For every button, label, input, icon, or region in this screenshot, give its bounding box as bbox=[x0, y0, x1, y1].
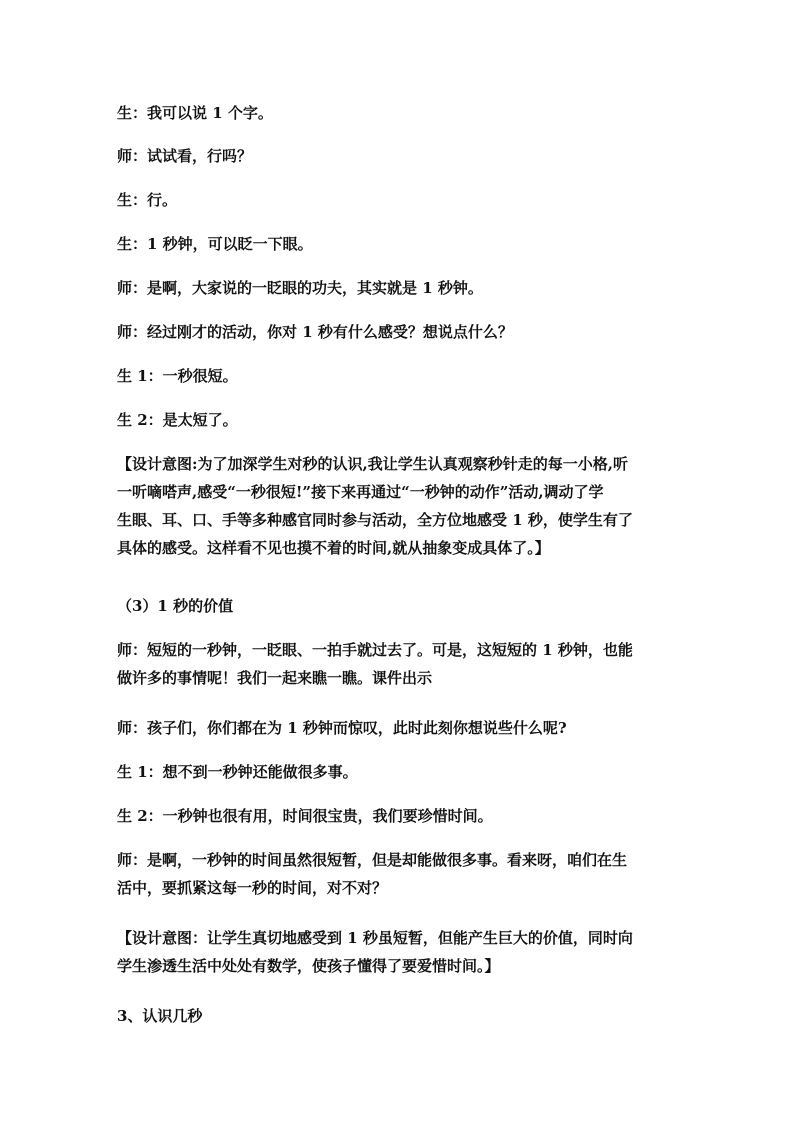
dialogue-line bbox=[117, 274, 677, 302]
dialogue-line bbox=[117, 846, 677, 902]
section-heading bbox=[117, 592, 677, 620]
dialogue-line bbox=[117, 186, 677, 214]
dialogue-line bbox=[117, 758, 677, 786]
text-line: 【设计意图：让学生真切地感受到 1 秒虽短暂，但能产生巨大的价值，同时向 bbox=[117, 929, 633, 947]
text-line: 生 2：是太短了。 bbox=[117, 411, 238, 429]
dialogue-line bbox=[117, 362, 677, 390]
text-line: 具体的感受。这样看不见也摸不着的时间,就从抽象变成具体了。】 bbox=[117, 539, 550, 557]
dialogue-line bbox=[117, 318, 677, 346]
text-line: 一听嘀嗒声,感受“一秒很短!”接下来再通过“一秒钟的动作”活动,调动了学 bbox=[117, 483, 604, 501]
text-line: 做许多的事情呢！我们一起来瞧一瞧。课件出示 bbox=[117, 669, 433, 687]
text-line: 师：短短的一秒钟，一眨眼、一拍手就过去了。可是，这短短的 1 秒钟，也能 bbox=[117, 641, 633, 659]
text-line: 学生渗透生活中处处有数学，使孩子懂得了要爱惜时间。】 bbox=[117, 957, 500, 975]
text-line: 师：经过刚才的活动，你对 1 秒有什么感受？想说点什么？ bbox=[117, 323, 513, 341]
text-line: 生：我可以说 1 个字。 bbox=[117, 104, 273, 122]
dialogue-line bbox=[117, 802, 677, 830]
text-line: 生眼、耳、口、手等多种感官同时参与活动，全方位地感受 1 秒，使学生有了 bbox=[117, 511, 633, 529]
text-line: 活中，要抓紧这每一秒的时间，对不对？ bbox=[117, 879, 388, 897]
text-line: 生 1：想不到一秒钟还能做很多事。 bbox=[117, 763, 358, 781]
text-line: 【设计意图:为了加深学生对秒的认识,我让学生认真观察秒针走的每一小格,听 bbox=[117, 455, 628, 473]
text-line: 师：是啊，大家说的一眨眼的功夫，其实就是 1 秒钟。 bbox=[117, 279, 483, 297]
dialogue-line bbox=[117, 230, 677, 258]
section-heading bbox=[117, 1002, 677, 1030]
text-line: 3、认识几秒 bbox=[117, 1007, 203, 1025]
dialogue-line bbox=[117, 406, 677, 434]
dialogue-line bbox=[117, 714, 677, 742]
text-line: 生：行。 bbox=[117, 191, 178, 209]
dialogue-line bbox=[117, 142, 677, 170]
text-line: 生：1 秒钟，可以眨一下眼。 bbox=[117, 235, 313, 253]
text-line: 师：试试看，行吗？ bbox=[117, 147, 253, 165]
text-line: 生 2：一秒钟也很有用，时间很宝贵，我们要珍惜时间。 bbox=[117, 807, 493, 825]
dialogue-line bbox=[117, 99, 677, 127]
text-line: 师：是啊，一秒钟的时间虽然很短暂，但是却能做很多事。看来呀，咱们在生 bbox=[117, 851, 628, 869]
dialogue-line bbox=[117, 636, 677, 692]
design-intent-note bbox=[117, 450, 677, 562]
text-line: 师：孩子们，你们都在为 1 秒钟而惊叹，此时此刻你想说些什么呢? bbox=[117, 719, 567, 737]
text-line: 生 1：一秒很短。 bbox=[117, 367, 238, 385]
text-line: （3）1 秒的价值 bbox=[117, 597, 234, 615]
design-intent-note bbox=[117, 924, 677, 980]
